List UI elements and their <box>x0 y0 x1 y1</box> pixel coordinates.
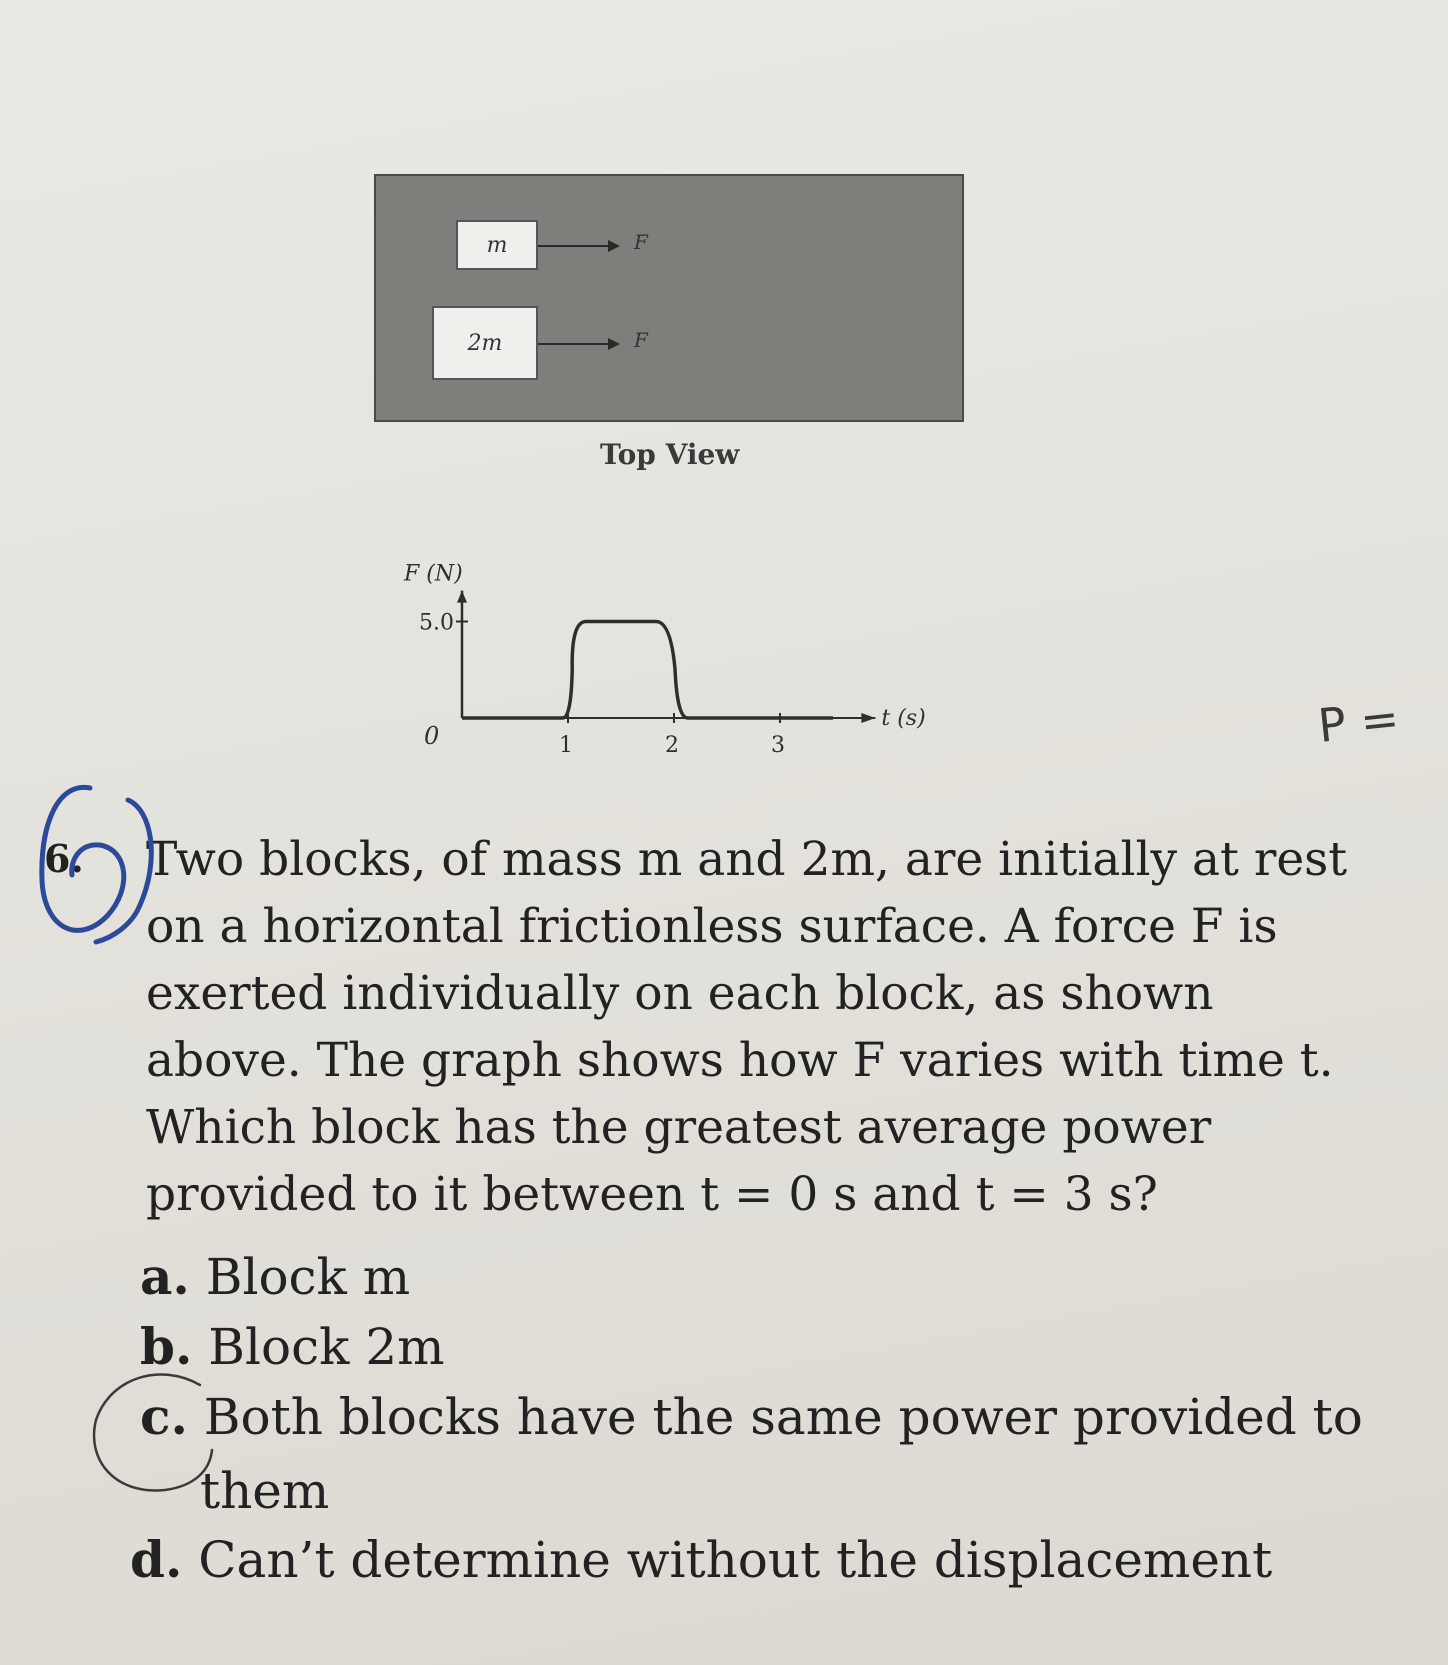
block-m <box>456 220 538 270</box>
block-2m <box>432 306 538 380</box>
y-axis-label: F (N) <box>404 561 463 587</box>
top-view-diagram <box>374 174 964 422</box>
option-a-text: Block m <box>205 1248 411 1306</box>
y-tick-label-5: 5.0 <box>419 610 454 636</box>
option-a-letter: a. <box>140 1247 190 1306</box>
option-c-letter: c. <box>140 1387 188 1446</box>
force-arrow-m <box>538 245 618 247</box>
question-text <box>146 826 1406 1228</box>
question-line-1: Two blocks, of mass m and 2m, are initially at rest <box>146 832 1348 887</box>
option-b <box>140 1312 445 1382</box>
option-c <box>140 1382 1363 1452</box>
question-line-2: on a horizontal frictionless surface. A force F is <box>146 899 1278 954</box>
question-line-3: exerted individually on each block, as shown <box>146 966 1214 1021</box>
option-b-letter: b. <box>140 1317 193 1376</box>
question-number: 6. <box>44 836 84 881</box>
axis-ticks <box>419 611 785 759</box>
handwritten-bracket-mark <box>96 800 151 942</box>
x-tick-label-2: 2 <box>665 733 679 758</box>
force-curve <box>462 622 833 719</box>
origin-label: 0 <box>424 722 440 750</box>
option-d-text: Can’t determine without the displacement <box>198 1531 1273 1589</box>
x-axis-label: t (s) <box>881 706 926 731</box>
option-c-continued: them <box>200 1462 330 1520</box>
block-2m-label: 2m <box>467 330 503 356</box>
y-axis-arrow <box>457 591 467 603</box>
option-c-text: Both blocks have the same power provided to <box>203 1388 1363 1446</box>
block-m-label: m <box>486 232 508 258</box>
x-tick-label-1: 1 <box>559 733 573 758</box>
handwritten-margin-note: P = <box>1315 690 1402 753</box>
force-arrow-2m <box>538 343 618 345</box>
option-a <box>140 1242 410 1312</box>
option-b-text: Block 2m <box>208 1318 445 1376</box>
force-time-graph <box>380 500 940 790</box>
top-view-caption: Top View <box>600 438 740 471</box>
option-d-letter: d. <box>130 1530 183 1589</box>
question-line-4: above. The graph shows how F varies with time t. <box>146 1033 1334 1088</box>
force-label-m: F <box>634 230 648 254</box>
x-axis-arrow <box>861 713 875 723</box>
question-line-5: Which block has the greatest average power <box>146 1100 1212 1155</box>
force-label-2m: F <box>634 328 648 352</box>
option-d <box>130 1525 1272 1595</box>
question-line-6: provided to it between t = 0 s and t = 3 s? <box>146 1167 1158 1222</box>
x-tick-label-3: 3 <box>771 733 785 758</box>
